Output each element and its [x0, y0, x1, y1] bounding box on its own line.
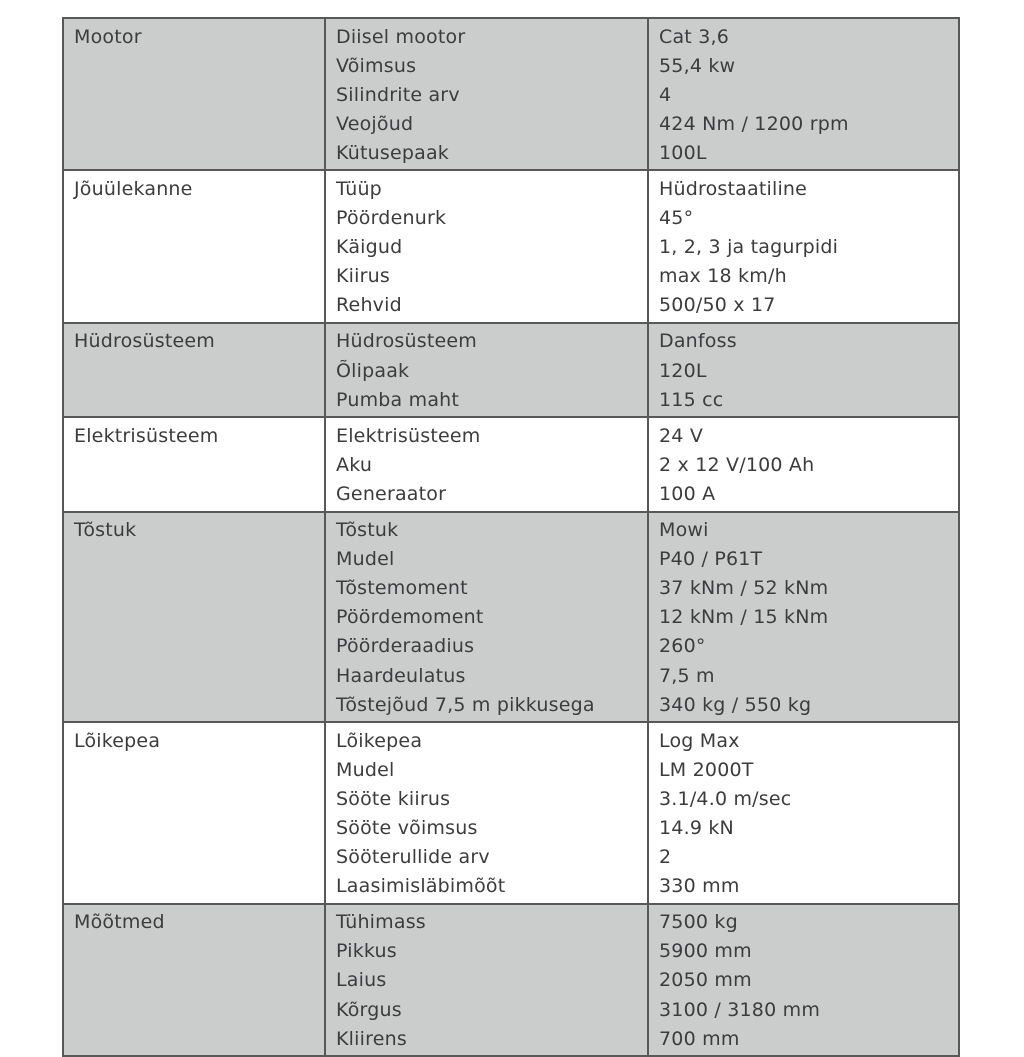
spec-label: Tüüp: [336, 178, 382, 201]
spec-label: Rehvid: [336, 294, 402, 317]
spec-label: Haardeulatus: [336, 664, 466, 687]
spec-value: Mowi: [659, 519, 709, 542]
spec-label: Sööterullide arv: [336, 846, 490, 869]
spec-label: Tõstemoment: [336, 577, 468, 600]
spec-label: Mudel: [336, 548, 395, 571]
spec-label: Kõrgus: [336, 998, 402, 1021]
spec-label: Pöördenurk: [336, 207, 447, 230]
spec-label: Tõstuk: [336, 519, 399, 542]
spec-value: 340 kg / 550 kg: [659, 693, 812, 716]
spec-label: Generaator: [336, 482, 447, 505]
spec-label: Hüdrosüsteem: [336, 330, 477, 353]
spec-value: 3.1/4.0 m/sec: [659, 787, 792, 810]
spec-value: 330 mm: [659, 875, 740, 898]
spec-values-cell: [648, 18, 959, 170]
spec-value: 4: [659, 83, 672, 106]
spec-label: Tõstejõud 7,5 m pikkusega: [336, 693, 595, 716]
spec-label: Elektrisüsteem: [336, 424, 481, 447]
spec-values-cell: [648, 722, 959, 904]
spec-value: 37 kNm / 52 kNm: [659, 577, 829, 600]
spec-label: Pumba maht: [336, 388, 460, 411]
spec-label: Laius: [336, 969, 387, 992]
section-category-cell: [63, 417, 325, 511]
spec-value: 12 kNm / 15 kNm: [659, 606, 829, 629]
spec-value: max 18 km/h: [659, 265, 787, 288]
spec-values-cell: [648, 512, 959, 723]
spec-label: Kütusepaak: [336, 141, 449, 164]
spec-value: P40 / P61T: [659, 548, 763, 571]
spec-labels-cell: [325, 323, 648, 417]
section-category: Lõikepea: [74, 729, 161, 752]
spec-section-row: [63, 512, 959, 723]
spec-value: Danfoss: [659, 330, 737, 353]
section-category: Mootor: [74, 25, 142, 48]
section-category-cell: [63, 18, 325, 170]
spec-values-cell: [648, 323, 959, 417]
spec-labels-cell: [325, 417, 648, 511]
spec-value: 260°: [659, 635, 706, 658]
spec-values-cell: [648, 170, 959, 322]
spec-label: Käigud: [336, 236, 403, 259]
spec-values-cell: [648, 417, 959, 511]
spec-label: Aku: [336, 453, 373, 476]
spec-label: Õlipaak: [336, 359, 410, 382]
spec-value: 1, 2, 3 ja tagurpidi: [659, 236, 839, 259]
spec-label: Silindrite arv: [336, 83, 460, 106]
section-category: Tõstuk: [74, 519, 137, 542]
section-category: Hüdrosüsteem: [74, 330, 215, 353]
spec-value: 24 V: [659, 424, 704, 447]
spec-value: 120L: [659, 359, 707, 382]
spec-section-row: [63, 18, 959, 170]
spec-label: Pöördemoment: [336, 606, 484, 629]
section-category-cell: [63, 512, 325, 723]
spec-labels-cell: [325, 904, 648, 1056]
spec-value: 7,5 m: [659, 664, 715, 687]
spec-value: 5900 mm: [659, 940, 752, 963]
spec-table: [62, 17, 960, 1057]
spec-value: 700 mm: [659, 1027, 740, 1050]
spec-label: Pöörderaadius: [336, 635, 475, 658]
spec-value: 55,4 kw: [659, 54, 736, 77]
spec-section-row: [63, 722, 959, 904]
section-category-cell: [63, 904, 325, 1056]
spec-value: 100L: [659, 141, 707, 164]
spec-label: Sööte kiirus: [336, 787, 451, 810]
spec-value: 500/50 x 17: [659, 294, 776, 317]
spec-section-row: [63, 417, 959, 511]
spec-value: 3100 / 3180 mm: [659, 998, 821, 1021]
spec-value: Cat 3,6: [659, 25, 730, 48]
spec-labels-cell: [325, 722, 648, 904]
section-category: Mõõtmed: [74, 911, 165, 934]
spec-value: 2: [659, 846, 672, 869]
spec-labels-cell: [325, 170, 648, 322]
spec-labels-cell: [325, 512, 648, 723]
spec-value: 45°: [659, 207, 694, 230]
spec-label: Mudel: [336, 758, 395, 781]
spec-section-row: [63, 323, 959, 417]
spec-value: Log Max: [659, 729, 740, 752]
spec-label: Sööte võimsus: [336, 816, 478, 839]
spec-section-row: [63, 170, 959, 322]
section-category: Elektrisüsteem: [74, 424, 219, 447]
spec-label: Pikkus: [336, 940, 397, 963]
section-category-cell: [63, 170, 325, 322]
spec-section-row: [63, 904, 959, 1056]
spec-label: Kiirus: [336, 265, 390, 288]
spec-label: Kliirens: [336, 1027, 407, 1050]
spec-label: Lõikepea: [336, 729, 423, 752]
spec-value: 100 A: [659, 482, 716, 505]
spec-value: LM 2000T: [659, 758, 754, 781]
spec-value: 2050 mm: [659, 969, 752, 992]
spec-label: Veojõud: [336, 112, 414, 135]
spec-labels-cell: [325, 18, 648, 170]
section-category-cell: [63, 323, 325, 417]
spec-value: 424 Nm / 1200 rpm: [659, 112, 849, 135]
section-category-cell: [63, 722, 325, 904]
spec-label: Diisel mootor: [336, 25, 466, 48]
spec-values-cell: [648, 904, 959, 1056]
spec-value: 7500 kg: [659, 911, 738, 934]
spec-value: 14.9 kN: [659, 816, 734, 839]
section-category: Jõuülekanne: [74, 178, 193, 201]
spec-value: 2 x 12 V/100 Ah: [659, 453, 815, 476]
spec-label: Võimsus: [336, 54, 417, 77]
spec-value: 115 cc: [659, 388, 724, 411]
spec-label: Laasimisläbimõõt: [336, 875, 506, 898]
spec-label: Tühimass: [336, 911, 426, 934]
spec-table-body: [63, 18, 959, 1056]
spec-value: Hüdrostaatiline: [659, 178, 808, 201]
